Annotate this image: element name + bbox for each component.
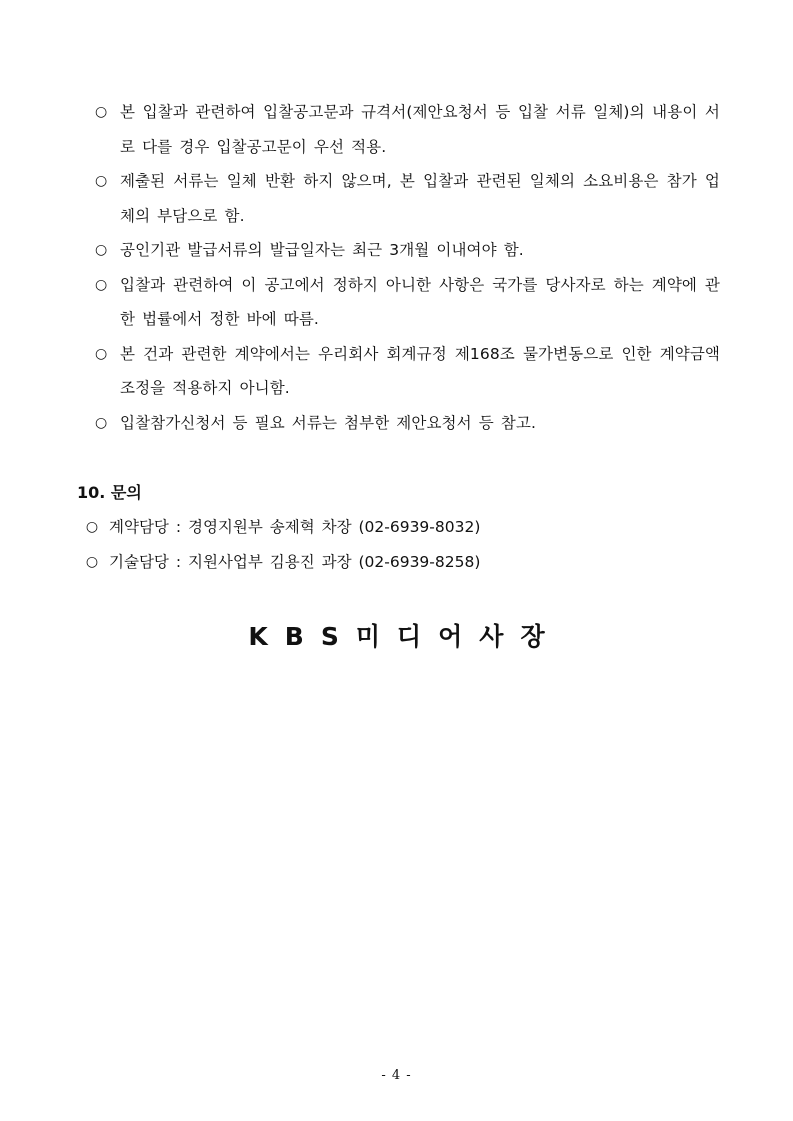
- circle-bullet-icon: ○: [85, 553, 99, 570]
- circle-bullet-icon: ○: [95, 173, 108, 189]
- circle-bullet-icon: ○: [85, 519, 99, 535]
- contact-list: [85, 510, 480, 579]
- notice-item: [95, 268, 720, 337]
- notice-text: 공인기관 발급서류의 발급일자는 최근 3개월 이내여야 함.: [120, 241, 524, 259]
- contact-text: 기술담당 : 지원사업부 김용진 과장 (02-6939-8258): [109, 552, 481, 571]
- notice-list: [95, 95, 720, 440]
- contact-item-technical: [85, 545, 480, 580]
- circle-bullet-icon: ○: [95, 242, 108, 258]
- circle-bullet-icon: ○: [95, 104, 108, 120]
- notice-text: 본 입찰과 관련하여 입찰공고문과 규격서(제안요청서 등 입찰 서류 일체)의 내용이 서로 다를 경우 입찰공고문이 우선 적용.: [120, 103, 720, 156]
- notice-text: 입찰참가신청서 등 필요 서류는 첨부한 제안요청서 등 참고.: [120, 413, 536, 432]
- notice-text: 제출된 서류는 일체 반환 하지 않으며, 본 입찰과 관련된 일체의 소요비용은 참가 업체의 부담으로 함.: [120, 172, 720, 225]
- contact-item-contract: [85, 510, 480, 545]
- section-heading-inquiry: 10. 문의: [77, 483, 142, 502]
- issuer-signature: KBS미디어사장: [248, 622, 562, 651]
- page-number: - 4 -: [381, 1068, 412, 1083]
- circle-bullet-icon: ○: [95, 414, 108, 431]
- circle-bullet-icon: ○: [95, 345, 108, 362]
- notice-item: [95, 95, 720, 164]
- circle-bullet-icon: ○: [95, 276, 108, 293]
- notice-item: [95, 406, 720, 441]
- contact-text: 계약담당 : 경영지원부 송제혁 차장 (02-6939-8032): [109, 518, 481, 536]
- notice-text: 본 건과 관련한 계약에서는 우리회사 회계규정 제168조 물가변동으로 인한 계약금액 조정을 적용하지 아니함.: [120, 344, 720, 397]
- notice-text: 입찰과 관련하여 이 공고에서 정하지 아니한 사항은 국가를 당사자로 하는 계약에 관한 법률에서 정한 바에 따름.: [120, 275, 720, 328]
- notice-item: [95, 337, 720, 406]
- notice-item: [95, 164, 720, 233]
- notice-item: [95, 233, 720, 268]
